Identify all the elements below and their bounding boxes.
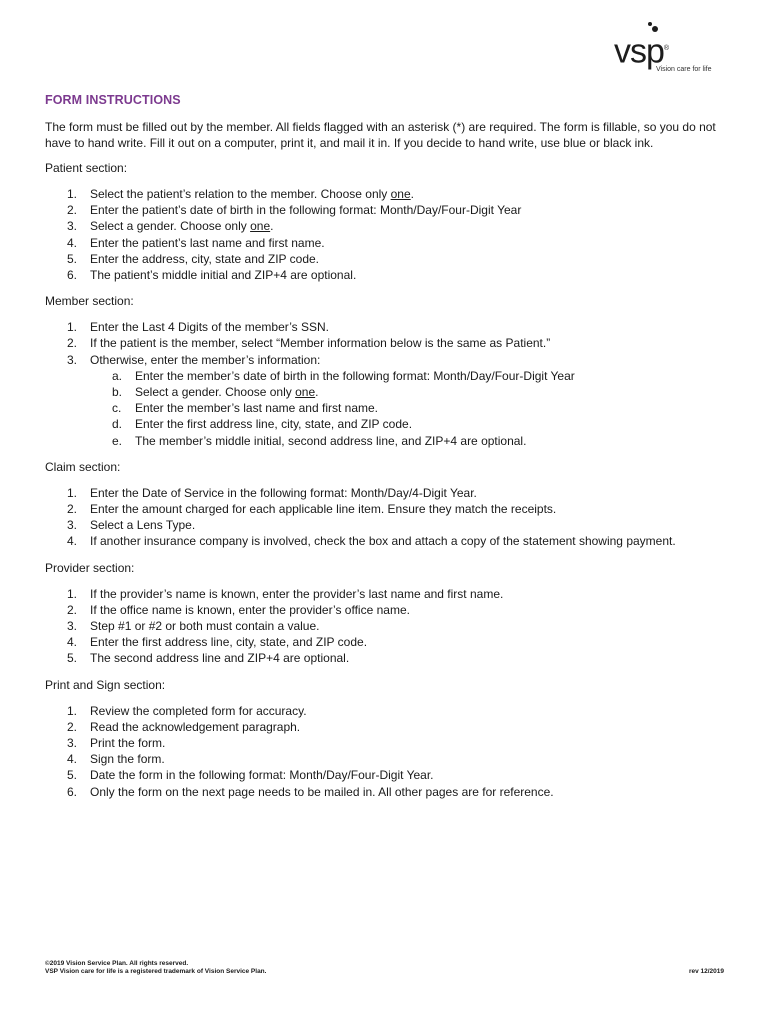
list-item bbox=[45, 703, 735, 719]
provider-section-heading: Provider section: bbox=[45, 560, 135, 575]
list-item-text: If the office name is known, enter the provider’s office name. bbox=[90, 602, 410, 617]
list-item-text: The patient’s middle initial and ZIP+4 are optional. bbox=[90, 268, 357, 283]
list-item-text: Enter the member’s date of birth in the following format: Month/Day/Four-Digit Year bbox=[135, 368, 575, 383]
list-item-text: If the provider’s name is known, enter the provider’s last name and first name. bbox=[90, 586, 504, 601]
list-item-text-end: . bbox=[315, 385, 319, 400]
list-item-number: e. bbox=[112, 433, 123, 448]
print-sign-list bbox=[45, 703, 735, 800]
list-item bbox=[45, 218, 735, 234]
list-item-text: The second address line and ZIP+4 are optional. bbox=[90, 651, 350, 666]
list-item-text: The member’s middle initial, second address line, and ZIP+4 are optional. bbox=[135, 433, 527, 448]
list-item-text: Select a gender. Choose only bbox=[135, 385, 296, 400]
logo-dot-icon bbox=[648, 22, 652, 26]
list-item-number: 3. bbox=[67, 619, 78, 634]
list-item-text: Enter the Date of Service in the following format: Month/Day/4-Digit Year. bbox=[90, 485, 477, 500]
list-item-text: Review the completed form for accuracy. bbox=[90, 703, 307, 718]
list-item-number: 2. bbox=[67, 203, 78, 218]
footer-legal bbox=[45, 960, 266, 976]
copyright-text: ©2019 Vision Service Plan. All rights reserved. bbox=[45, 960, 189, 967]
list-item-number: 4. bbox=[67, 235, 78, 250]
sub-list-item bbox=[90, 384, 735, 400]
list-item-number: 2. bbox=[67, 719, 78, 734]
patient-list bbox=[45, 186, 735, 283]
list-item bbox=[45, 267, 735, 283]
list-item-number: 2. bbox=[67, 336, 78, 351]
claim-list bbox=[45, 485, 735, 550]
list-item-number: 1. bbox=[67, 485, 78, 500]
list-item bbox=[45, 735, 735, 751]
list-item-number: 1. bbox=[67, 320, 78, 335]
instructions-content bbox=[45, 93, 735, 810]
list-item-text: Only the form on the next page needs to be mailed in. All other pages are for reference. bbox=[90, 784, 554, 799]
list-item bbox=[45, 767, 735, 783]
underlined-emphasis: one bbox=[250, 219, 271, 234]
list-item-number: 3. bbox=[67, 518, 78, 533]
list-item-number: 4. bbox=[67, 534, 78, 549]
member-sublist bbox=[90, 368, 735, 449]
list-item bbox=[45, 751, 735, 767]
list-item-number: d. bbox=[112, 417, 123, 432]
vsp-logo bbox=[614, 22, 726, 78]
list-item-number: 2. bbox=[67, 502, 78, 517]
list-item-text: Enter the address, city, state and ZIP code. bbox=[90, 251, 320, 266]
list-item-text: Enter the first address line, city, state, and ZIP code. bbox=[90, 635, 368, 650]
list-item bbox=[45, 485, 735, 501]
list-item-number: 5. bbox=[67, 651, 78, 666]
logo-tagline: Vision care for life bbox=[656, 66, 712, 73]
list-item-number: b. bbox=[112, 385, 123, 400]
list-item-number: 4. bbox=[67, 752, 78, 767]
list-item-number: 1. bbox=[67, 586, 78, 601]
list-item-number: a. bbox=[112, 368, 123, 383]
list-item-text: Sign the form. bbox=[90, 752, 165, 767]
list-item bbox=[45, 533, 735, 549]
list-item bbox=[45, 501, 735, 517]
list-item-number: 3. bbox=[67, 352, 78, 367]
list-item-text: If the patient is the member, select “Member information below is the same as Patient.” bbox=[90, 336, 551, 351]
list-item bbox=[45, 235, 735, 251]
list-item-text: Step #1 or #2 or both must contain a value. bbox=[90, 619, 320, 634]
logo-wordmark: vsp® bbox=[614, 32, 669, 71]
provider-list bbox=[45, 586, 735, 667]
list-item-text: Enter the Last 4 Digits of the member’s SSN. bbox=[90, 320, 329, 335]
list-item-number: 4. bbox=[67, 635, 78, 650]
print-sign-section-heading: Print and Sign section: bbox=[45, 677, 166, 692]
list-item-text: Select the patient’s relation to the member. Choose only bbox=[90, 187, 391, 201]
underlined-emphasis: one bbox=[390, 187, 411, 201]
list-item-text: If another insurance company is involved, check the box and attach a copy of the statement showing payment. bbox=[90, 534, 676, 549]
list-item-number: 5. bbox=[67, 251, 78, 266]
list-item bbox=[45, 602, 735, 618]
list-item-text-end: . bbox=[270, 219, 274, 234]
list-item bbox=[45, 634, 735, 650]
list-item-number: 3. bbox=[67, 219, 78, 234]
list-item-text: Enter the first address line, city, state, and ZIP code. bbox=[135, 417, 413, 432]
list-item bbox=[45, 251, 735, 267]
trademark-text: VSP Vision care for life is a registered trademark of Vision Service Plan. bbox=[45, 968, 267, 975]
revision-text: rev 12/2019 bbox=[688, 968, 724, 975]
list-item-number: c. bbox=[112, 401, 122, 416]
list-item-text: Enter the amount charged for each applicable line item. Ensure they match the receipts. bbox=[90, 502, 557, 517]
list-item bbox=[45, 186, 735, 202]
member-section-heading: Member section: bbox=[45, 294, 134, 309]
list-item-text: Date the form in the following format: Month/Day/Four-Digit Year. bbox=[90, 768, 434, 783]
list-item-text: Enter the member’s last name and first name. bbox=[135, 401, 378, 416]
list-item-number: 6. bbox=[67, 784, 78, 799]
page-title: FORM INSTRUCTIONS bbox=[45, 93, 181, 107]
list-item-text: Select a Lens Type. bbox=[90, 518, 196, 533]
list-item bbox=[45, 719, 735, 735]
patient-section-heading: Patient section: bbox=[45, 161, 128, 175]
list-item-number: 1. bbox=[67, 187, 78, 201]
member-list bbox=[45, 319, 735, 449]
list-item-text: Enter the patient’s date of birth in the following format: Month/Day/Four-Digit Year bbox=[90, 203, 522, 218]
sub-list-item bbox=[90, 433, 735, 449]
list-item bbox=[45, 784, 735, 800]
list-item bbox=[45, 618, 735, 634]
list-item bbox=[45, 202, 735, 218]
list-item-text: Read the acknowledgement paragraph. bbox=[90, 719, 301, 734]
list-item-text: Select a gender. Choose only bbox=[90, 219, 251, 234]
list-item-text: Print the form. bbox=[90, 736, 166, 751]
list-item-text: Enter the patient’s last name and first name. bbox=[90, 235, 325, 250]
list-item-number: 3. bbox=[67, 736, 78, 751]
list-item bbox=[45, 650, 735, 666]
underlined-emphasis: one bbox=[295, 385, 316, 400]
list-item-text: Otherwise, enter the member’s information: bbox=[90, 352, 321, 367]
sub-list-item bbox=[90, 368, 735, 384]
list-item-number: 5. bbox=[67, 768, 78, 783]
sub-list-item bbox=[90, 416, 735, 432]
list-item bbox=[45, 586, 735, 602]
list-item bbox=[45, 352, 735, 449]
list-item-number: 1. bbox=[67, 703, 78, 718]
list-item-text-end: . bbox=[410, 187, 414, 201]
list-item bbox=[45, 319, 735, 335]
list-item bbox=[45, 335, 735, 351]
list-item-number: 6. bbox=[67, 268, 78, 283]
claim-section-heading: Claim section: bbox=[45, 459, 121, 474]
sub-list-item bbox=[90, 400, 735, 416]
list-item bbox=[45, 517, 735, 533]
list-item-number: 2. bbox=[67, 602, 78, 617]
intro-paragraph: The form must be filled out by the member. All fields flagged with an asterisk (*) are required. The form is fillable, so you do not have to hand write. Fill it out on a computer, print it, and mail it in. If you decide to hand write, use blue or black ink. bbox=[45, 120, 716, 150]
